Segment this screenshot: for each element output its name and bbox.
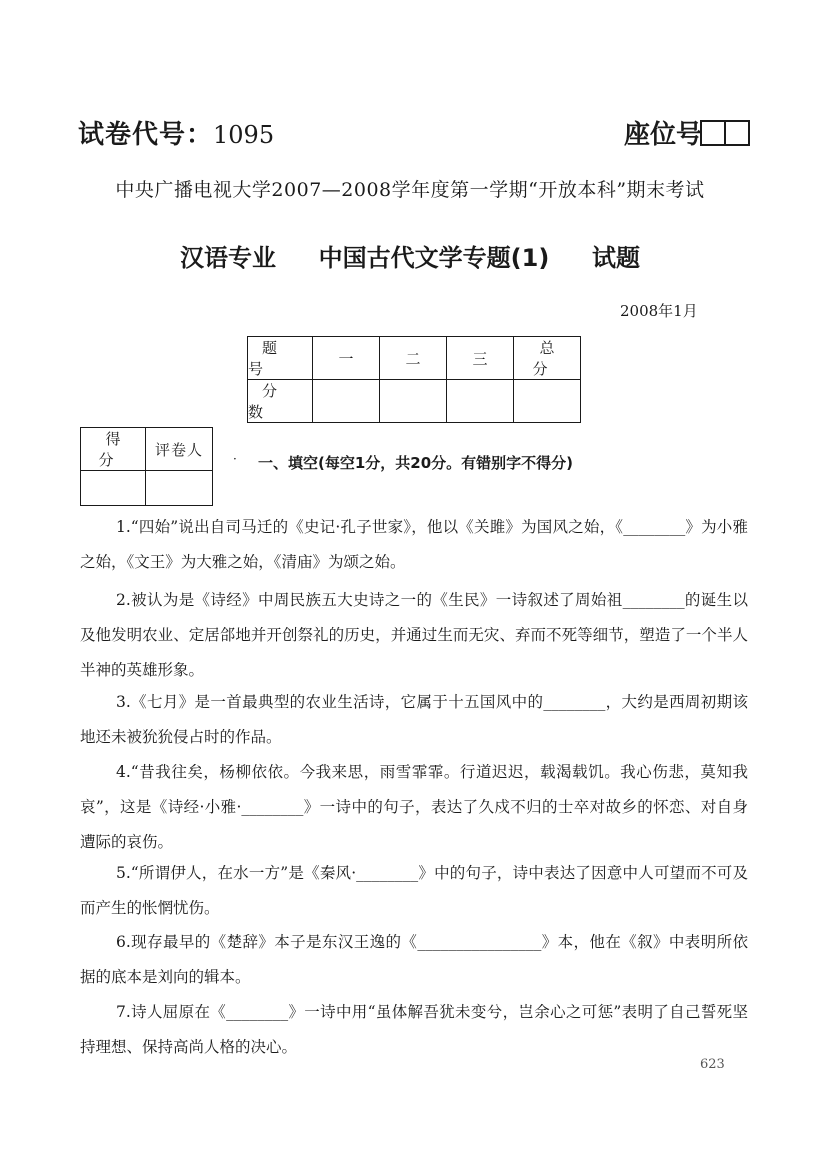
- question-6: 6.现存最早的《楚辞》本子是东汉王逸的《________________》本，他在《叙》中表明所依据的底本是刘向的辑本。: [80, 933, 748, 986]
- subject-title: [0, 238, 820, 273]
- grader-name-label: 评卷人: [146, 428, 213, 471]
- question-5: 5.“所谓伊人，在水一方”是《秦风·________》中的句子，诗中表达了因意中人可望而不可及而产生的怅惘忧伤。: [80, 864, 748, 917]
- seat-box-1[interactable]: [700, 120, 726, 146]
- score-table: [247, 336, 581, 423]
- score-table-score-row: [248, 380, 581, 423]
- score-table-cell: 三: [447, 337, 514, 380]
- seat-number: [624, 114, 750, 151]
- paper-type: 试题: [592, 244, 641, 272]
- page-number: 623: [700, 1057, 725, 1072]
- question-3: 3.《七月》是一首最典型的农业生活诗，它属于十五国风中的________，大约是西周初期该地还未被狁狁侵占时的作品。: [80, 693, 748, 746]
- question-1: 1.“四始”说出自司马迁的《史记·孔子世家》，他以《关雎》为国风之始，《________》为小雅之始，《文王》为大雅之始，《清庙》为颂之始。: [80, 518, 748, 571]
- section-title: 一、填空(每空1分，共20分。有错别字不得分): [258, 454, 574, 472]
- question-2: 2.被认为是《诗经》中周民族五大史诗之一的《生民》一诗叙述了周始祖________的诞生以及他发明农业、定居郃地并开创祭礼的历史，并通过生而无灾、弃而不死等细节，塑造了一个半人半神的英雄形象。: [80, 591, 748, 679]
- exam-heading: 中央广播电视大学2007—2008学年度第一学期“开放本科”期末考试: [115, 179, 705, 201]
- grader-score-cell[interactable]: [81, 471, 146, 506]
- grader-score-label: 得 分: [81, 428, 146, 471]
- grader-name-cell[interactable]: [146, 471, 213, 506]
- question-4: 4.“昔我往矣，杨柳依依。今我来思，雨雪霏霏。行道迟迟，载渴载饥。我心伤悲，莫知我哀”，这是《诗经·小雅·________》一诗中的句子，表达了久戍不归的士卒对故乡的怀恋、对自身遭际的哀伤。: [80, 763, 748, 851]
- seat-label: 座位号: [624, 120, 703, 150]
- score-input-cell[interactable]: [514, 380, 581, 423]
- score-row-label: 分 数: [248, 380, 313, 423]
- paper-code: [78, 114, 274, 151]
- score-table-cell: 二: [380, 337, 447, 380]
- course-name: 中国古代文学专题(1): [318, 244, 550, 272]
- score-table-cell: 一: [313, 337, 380, 380]
- paper-code-value: 1095: [213, 121, 275, 149]
- exam-date: 2008年1月: [620, 302, 698, 320]
- score-table-cell: 题 号: [248, 337, 313, 380]
- score-input-cell[interactable]: [313, 380, 380, 423]
- section-marker-dot: ·: [233, 452, 237, 466]
- major-name: 汉语专业: [179, 244, 276, 272]
- score-input-cell[interactable]: [380, 380, 447, 423]
- seat-box-2[interactable]: [724, 120, 750, 146]
- score-input-cell[interactable]: [447, 380, 514, 423]
- paper-code-label: 试卷代号：: [78, 120, 214, 150]
- grader-table-header-row: [81, 428, 213, 471]
- grader-table-input-row: [81, 471, 213, 506]
- score-table-cell: 总 分: [514, 337, 581, 380]
- score-table-header-row: [248, 337, 581, 380]
- grader-table: [80, 427, 213, 506]
- question-7: 7.诗人屈原在《________》一诗中用“虽体解吾犹未变兮，岂余心之可惩”表明了自己誓死坚持理想、保持高尚人格的决心。: [80, 1003, 748, 1056]
